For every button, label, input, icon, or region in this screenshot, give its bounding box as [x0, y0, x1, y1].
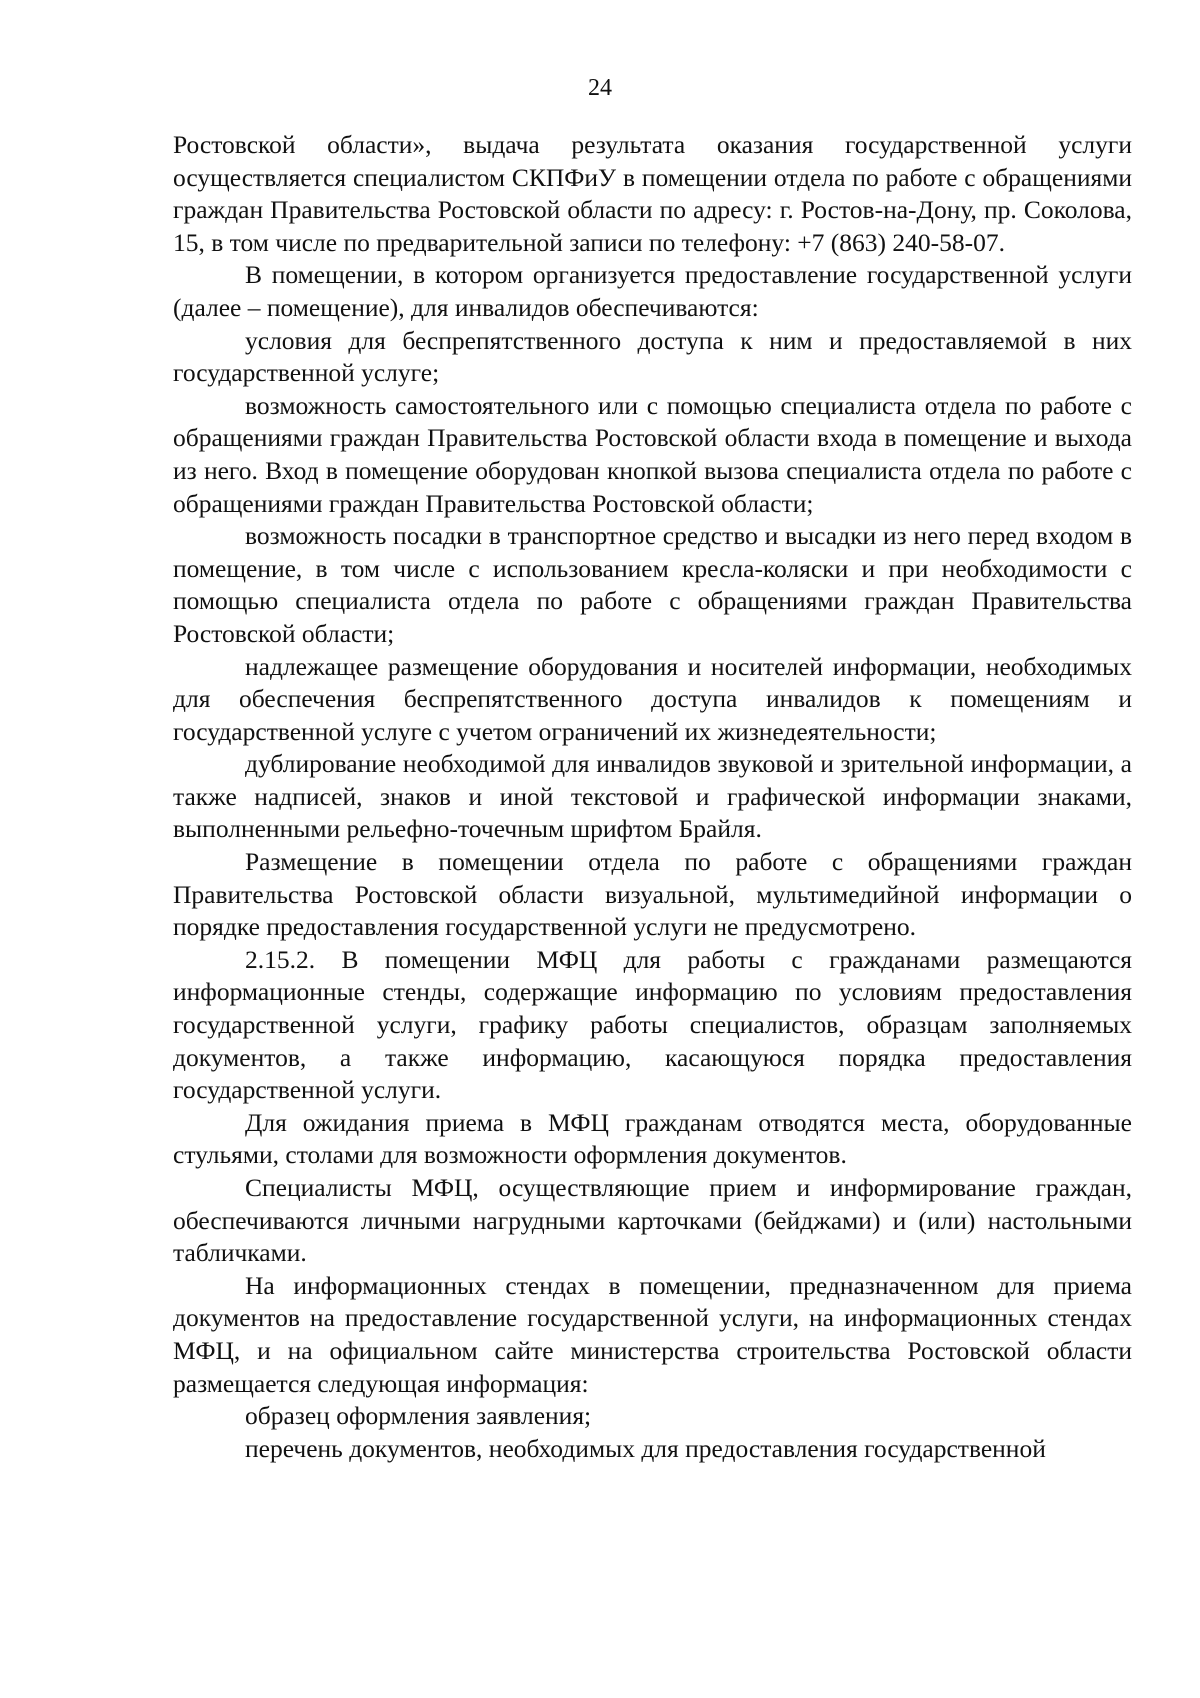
- paragraph-multimedia: Размещение в помещении отдела по работе с обращениями граждан Правительства Ростовской области визуальной, мультимедийной информации о порядке предоставления государственной услуги не предусмотрено.: [173, 847, 1132, 942]
- paragraph-mfc-stands: 2.15.2. В помещении МФЦ для работы с гражданами размещаются информационные стенды, содержащие информацию по условиям предоставления государственной услуги, графику работы специалистов, образцам заполняемых документов, а также информацию, касающуюся порядка предоставления государственной услуги.: [173, 944, 1132, 1105]
- paragraph-transport: возможность посадки в транспортное средство и высадки из него перед входом в помещение, в том числе с использованием кресла-коляски и при необходимости с помощью специалиста отдела по работе с обращениями граждан Правительства Ростовской области;: [173, 521, 1132, 648]
- paragraph-sample-form: образец оформления заявления;: [245, 1401, 592, 1431]
- document-body: [173, 129, 1132, 1465]
- paragraph-accessibility-intro: В помещении, в котором организуется предоставление государственной услуги (далее – помещение), для инвалидов обеспечиваются:: [173, 260, 1132, 322]
- paragraph-badges: Специалисты МФЦ, осуществляющие прием и информирование граждан, обеспечиваются личными нагрудными карточками (бейджами) и (или) настольными табличками.: [173, 1173, 1132, 1268]
- paragraph-waiting-area: Для ожидания приема в МФЦ гражданам отводятся места, оборудованные стульями, столами для возможности оформления документов.: [173, 1107, 1132, 1170]
- paragraph-braille: дублирование необходимой для инвалидов звуковой и зрительной информации, а также надписей, знаков и иной текстовой и графической информации знаками, выполненными рельефно-точечным шрифтом Брайля.: [173, 749, 1132, 844]
- paragraph-location: Ростовской области», выдача результата оказания государственной услуги осуществляется специалистом СКПФиУ в помещении отдела по работе с обращениями граждан Правительства Ростовской области по адресу: г. Ростов-на-Дону, пр. Соколова, 15, в том числе по предварительной записи по телефону: +7 (863) 240-58-07.: [173, 130, 1132, 257]
- paragraph-entry-exit: возможность самостоятельного или с помощью специалиста отдела по работе с обращениями граждан Правительства Ростовской области входа в помещение и выхода из него. Вход в помещение оборудован кнопкой вызова специалиста отдела по работе с обращениями граждан Правительства Ростовской области;: [173, 390, 1132, 518]
- paragraph-info-stands: На информационных стендах в помещении, предназначенном для приема документов на предоставление государственной услуги, на информационных стендах МФЦ, и на официальном сайте министерства строительства Ростовской области размещается следующая информация:: [173, 1270, 1132, 1398]
- paragraph-access-conditions: условия для беспрепятственного доступа к ним и предоставляемой в них государственной услуге;: [173, 325, 1132, 388]
- page-number: 24: [588, 75, 612, 101]
- paragraph-documents-list: перечень документов, необходимых для предоставления государственной: [245, 1433, 1046, 1463]
- paragraph-equipment: надлежащее размещение оборудования и носителей информации, необходимых для обеспечения беспрепятственного доступа инвалидов к помещениям и государственной услуге с учетом ограничений их жизнедеятельности;: [173, 651, 1132, 746]
